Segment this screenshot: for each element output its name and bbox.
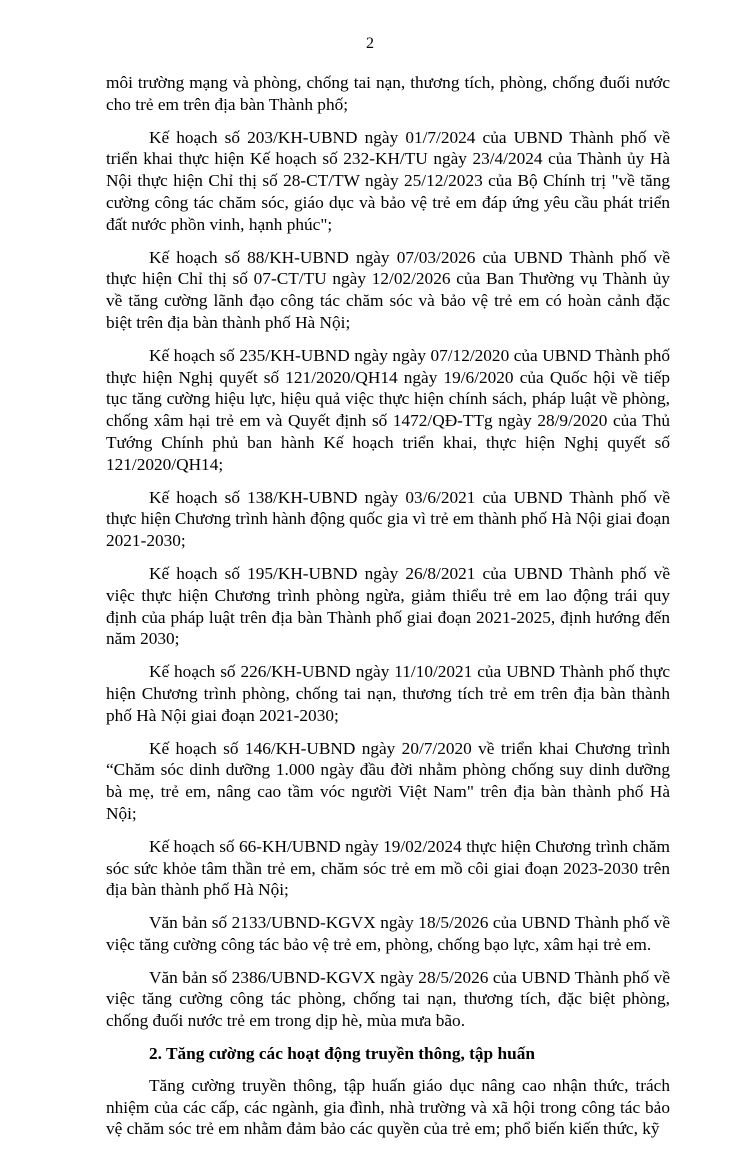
page-number: 2 [366, 35, 374, 52]
paragraph-plan-66: Kế hoạch số 66-KH/UBND ngày 19/02/2024 thực hiện Chương trình chăm sóc sức khỏe tâm thần trẻ em, chăm sóc trẻ em mồ côi giai đoạn 2023-2030 trên địa bàn thành phố Hà Nội; [106, 836, 670, 900]
paragraph-plan-88: Kế hoạch số 88/KH-UBND ngày 07/03/2026 của UBND Thành phố về thực hiện Chỉ thị số 07-CT/TU ngày 12/02/2026 của Ban Thường vụ Thành ủy về tăng cường lãnh đạo công tác chăm sóc và bảo vệ trẻ em có hoàn cảnh đặc biệt trên địa bàn thành phố Hà Nội; [106, 247, 670, 332]
section-heading: 2. Tăng cường các hoạt động truyền thông, tập huấn [149, 1044, 535, 1064]
paragraph-plan-226: Kế hoạch số 226/KH-UBND ngày 11/10/2021 của UBND Thành phố thực hiện Chương trình phòng, chống tai nạn, thương tích trẻ em trên địa bàn thành phố Hà Nội giai đoạn 2021-2030; [106, 662, 670, 725]
paragraph-plan-235: Kế hoạch số 235/KH-UBND ngày ngày 07/12/2020 của UBND Thành phố thực hiện Nghị quyết số 121/2020/QH14 ngày 19/6/2020 của Quốc hội về tiếp tục tăng cường hiệu lực, hiệu quả việc thực hiện chính sách, pháp luật về phòng, chống xâm hại trẻ em và Quyết định số 1472/QĐ-TTg ngày 28/9/2020 của Thủ Tướng Chính phủ ban hành Kế hoạch triển khai, thực hiện Nghị quyết số 121/2020/QH14; [106, 345, 670, 474]
paragraph-plan-195: Kế hoạch số 195/KH-UBND ngày 26/8/2021 của UBND Thành phố về việc thực hiện Chương trình phòng ngừa, giảm thiểu trẻ em lao động trái quy định của pháp luật trên địa bàn Thành phố giai đoạn 2021-2025, định hướng đến năm 2030; [106, 563, 670, 649]
paragraph-document-2386: Văn bản số 2386/UBND-KGVX ngày 28/5/2026 của UBND Thành phố về việc tăng cường công tác phòng, chống tai nạn, thương tích, đặc biệt phòng, chống đuối nước trẻ em trong dịp hè, mùa mưa bão. [106, 967, 670, 1031]
paragraph-document-2133: Văn bản số 2133/UBND-KGVX ngày 18/5/2026 của UBND Thành phố về việc tăng cường công tác bảo vệ trẻ em, phòng, chống bạo lực, xâm hại trẻ em. [106, 913, 670, 954]
document-body [106, 72, 670, 1151]
paragraph-plan-146: Kế hoạch số 146/KH-UBND ngày 20/7/2020 về triển khai Chương trình “Chăm sóc dinh dưỡng 1.000 ngày đầu đời nhằm phòng chống suy dinh dưỡng bà mẹ, trẻ em, nâng cao tầm vóc người Việt Nam" trên địa bàn thành phố Hà Nội; [106, 738, 670, 823]
paragraph-plan-203: Kế hoạch số 203/KH-UBND ngày 01/7/2024 của UBND Thành phố về triển khai thực hiện Kế hoạch số 232-KH/TU ngày 23/4/2024 của Thành ủy Hà Nội thực hiện Chỉ thị số 28-CT/TW ngày 25/12/2023 của Bộ Chính trị "về tăng cường công tác chăm sóc, giáo dục và bảo vệ trẻ em đáp ứng yêu cầu phát triển đất nước phồn vinh, hạnh phúc"; [106, 127, 670, 234]
paragraph-section-2: Tăng cường truyền thông, tập huấn giáo dục nâng cao nhận thức, trách nhiệm của các cấp, các ngành, gia đình, nhà trường và xã hội trong công tác bảo vệ chăm sóc trẻ em nhằm đảm bảo các quyền của trẻ em; phổ biến kiến thức, kỹ [106, 1075, 670, 1139]
paragraph-plan-138: Kế hoạch số 138/KH-UBND ngày 03/6/2021 của UBND Thành phố về thực hiện Chương trình hành động quốc gia vì trẻ em thành phố Hà Nội giai đoạn 2021-2030; [106, 487, 670, 551]
paragraph-continuation: môi trường mạng và phòng, chống tai nạn, thương tích, phòng, chống đuối nước cho trẻ em trên địa bàn Thành phố; [106, 73, 670, 114]
